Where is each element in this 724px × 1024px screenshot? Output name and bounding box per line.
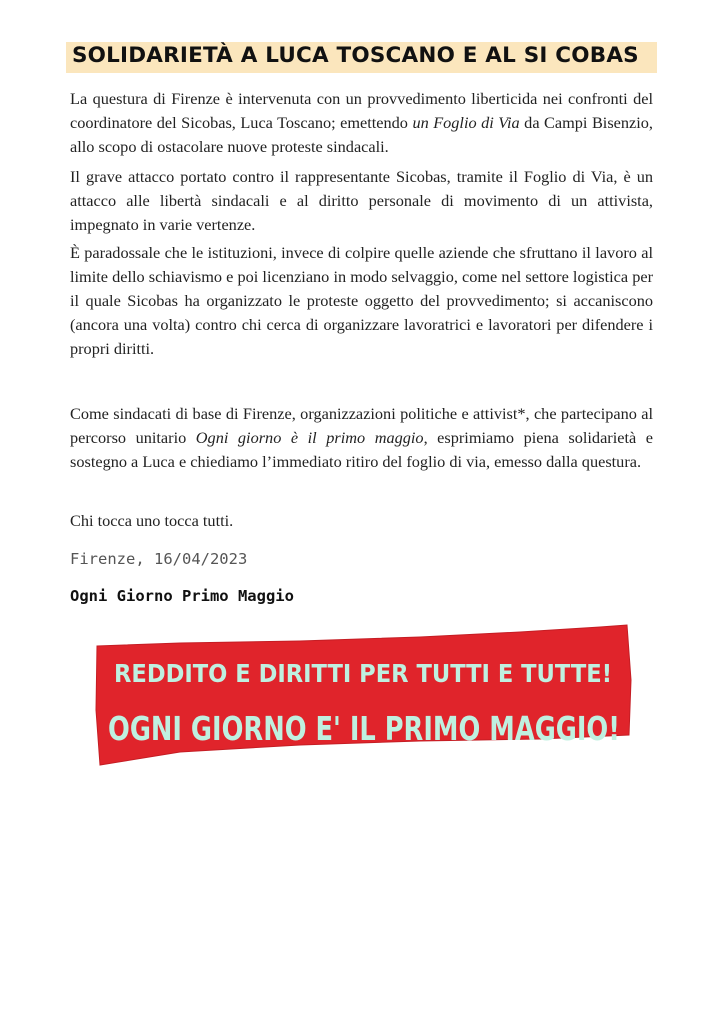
paragraph-3: È paradossale che le istituzioni, invece di colpire quelle aziende che sfruttano il lavoro al limite dello schiavismo e poi licenziano in modo selvaggio, come nel settore logistica per il quale Sicobas ha organizzato le proteste oggetto del provvedimento; si accaniscono (ancora una volta) contro chi cerca di organizzare lavoratrici e lavoratori per difendere i propri diritti. <box>70 243 653 358</box>
paragraph-1-text-b: da Campi Bisenzio, allo scopo di ostacolare nuove proteste sindacali. <box>70 113 653 156</box>
paragraph-5: Chi tocca uno tocca tutti. <box>70 511 234 530</box>
paragraph-2: Il grave attacco portato contro il rappresentante Sicobas, tramite il Foglio di Via, è un attacco alle libertà sindacali e al diritto personale di movimento di un attivista, impegnato in varie vertenze. <box>70 167 653 234</box>
banner-line-1: REDDITO E DIRITTI PER TUTTI E TUTTE! <box>114 659 612 688</box>
paragraph-4-italic: Ogni giorno è il primo maggio <box>195 428 424 447</box>
page-title: SOLIDARIETÀ A LUCA TOSCANO E AL SI COBAS <box>72 43 639 68</box>
banner-line-2: OGNI GIORNO E' IL PRIMO MAGGIO! <box>108 709 620 748</box>
signature: Ogni Giorno Primo Maggio <box>70 587 294 605</box>
paragraph-4-text-a: Come sindacati di base di Firenze, organizzazioni politiche e attivist*, che partecipano al percorso unitario <box>70 404 653 447</box>
paragraph-4-text-b: , esprimiamo piena solidarietà e sostegno a Luca e chiediamo l’immediato ritiro del foglio di via, emesso dalla questura. <box>70 428 653 471</box>
paragraph-1-text-a: La questura di Firenze è intervenuta con un provvedimento liberticida nei confronti del coordinatore del Sicobas, Luca Toscano; emettendo <box>70 89 653 132</box>
date-line: Firenze, 16/04/2023 <box>70 550 248 568</box>
paragraph-1-italic: un Foglio di Via <box>412 113 520 132</box>
